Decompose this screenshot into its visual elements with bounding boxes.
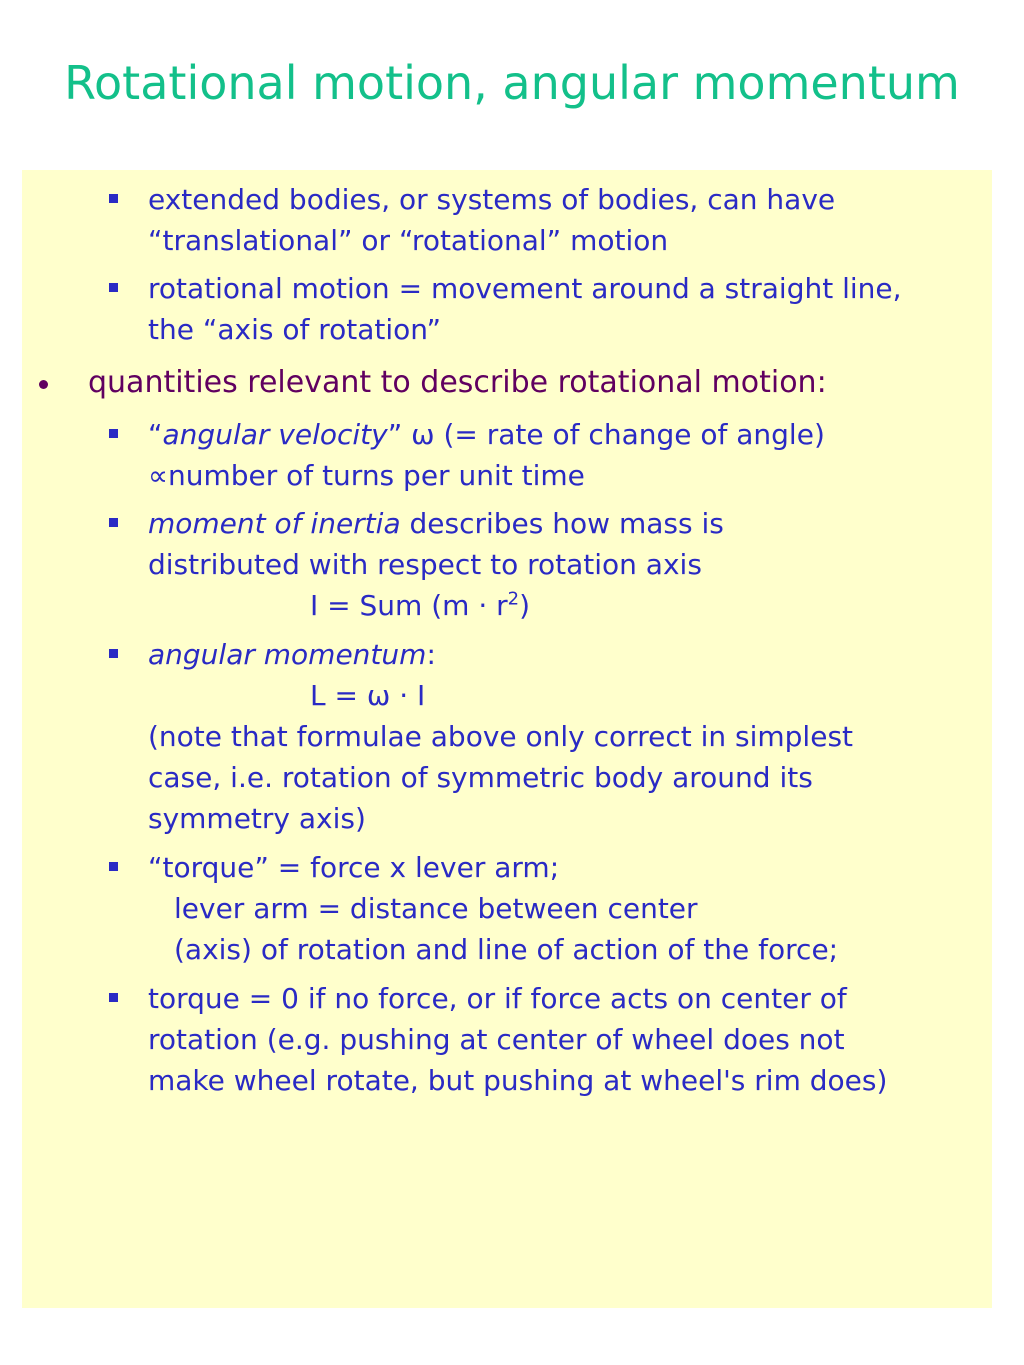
bullet-line: lever arm = distance between center [174, 892, 698, 925]
bullet-line: (axis) of rotation and line of action of the force; [174, 933, 839, 966]
square-bullet-icon [109, 649, 118, 658]
note-line: (note that formulae above only correct in simplest [148, 720, 854, 753]
square-bullet-icon [109, 518, 118, 527]
bullet-line: torque = 0 if no force, or if force acts on center of [148, 982, 847, 1015]
bullet-line: ∝number of turns per unit time [148, 459, 585, 492]
term-angular-momentum: angular momentum [148, 638, 427, 671]
formula-part: I = Sum (m · r [310, 589, 508, 622]
note-line: symmetry axis) [148, 802, 366, 835]
bullet-line: make wheel rotate, but pushing at wheel's rim does) [148, 1064, 888, 1097]
main-bullet-quantities [88, 362, 827, 404]
square-bullet-icon [109, 993, 118, 1002]
bullet-line: “torque” = force x lever arm; [148, 851, 560, 884]
main-bullet-text: quantities relevant to describe rotational motion: [88, 365, 827, 400]
colon: : [426, 638, 436, 671]
bullet-angular-momentum [148, 634, 998, 839]
square-bullet-icon [109, 429, 118, 438]
bullet-line: extended bodies, or systems of bodies, can have [148, 183, 836, 216]
bullet-torque [148, 847, 998, 970]
bullet-line: the “axis of rotation” [148, 313, 442, 346]
round-bullet-icon [39, 380, 48, 389]
square-bullet-icon [109, 283, 118, 292]
bullet-line [148, 503, 998, 544]
bullet-rotational-motion [148, 268, 998, 350]
bullet-angular-velocity [148, 414, 998, 496]
bullet-line: distributed with respect to rotation axis [148, 548, 702, 581]
bullet-extended-bodies [148, 179, 998, 261]
note-line: case, i.e. rotation of symmetric body around its [148, 761, 813, 794]
square-bullet-icon [109, 862, 118, 871]
bullet-line [148, 414, 998, 455]
square-bullet-icon [109, 194, 118, 203]
bullet-line: “translational” or “rotational” motion [148, 224, 669, 257]
bullet-moment-of-inertia [148, 503, 998, 626]
formula-moment-of-inertia [148, 585, 998, 626]
bullet-line: rotational motion = movement around a straight line, [148, 272, 902, 305]
angular-velocity-definition: ” ω (= rate of change of angle) [387, 418, 825, 451]
bullet-line [148, 634, 998, 675]
bullet-line: rotation (e.g. pushing at center of wheel does not [148, 1023, 845, 1056]
term-angular-velocity: angular velocity [162, 418, 388, 451]
term-moment-of-inertia: moment of inertia [148, 507, 401, 540]
formula-part: ) [519, 589, 531, 622]
formula-exponent: 2 [507, 588, 520, 610]
bullet-torque-zero [148, 978, 998, 1101]
slide-title: Rotational motion, angular momentum [64, 56, 960, 110]
moment-of-inertia-definition: describes how mass is [400, 507, 724, 540]
open-quote: “ [148, 418, 163, 451]
formula-angular-momentum: L = ω · I [310, 679, 426, 712]
